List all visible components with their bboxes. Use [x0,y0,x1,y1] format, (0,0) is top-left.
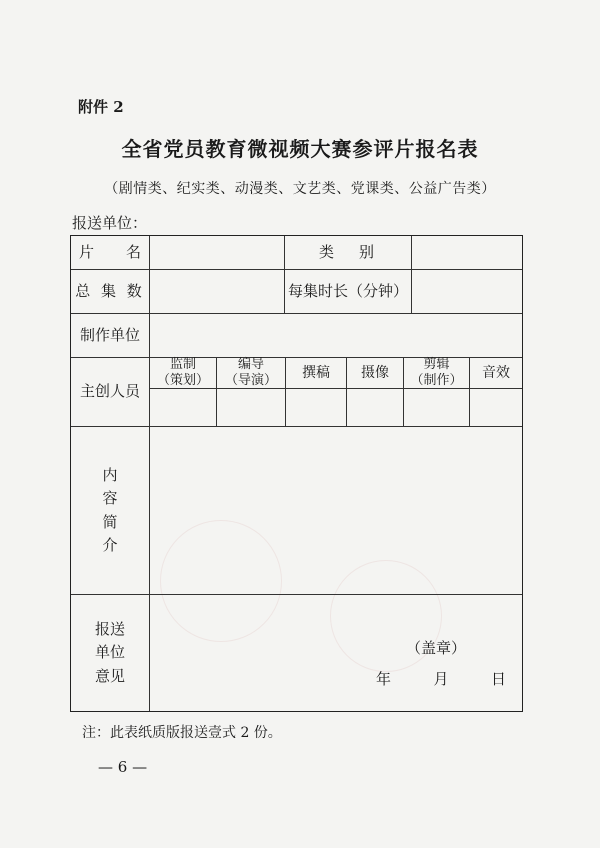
footnote: 注：此表纸质版报送壹式 2 份。 [82,725,282,741]
film-name-label-part-1: 片 [79,242,95,261]
film-name-label [71,236,149,269]
seal-note: （盖章） [405,639,466,658]
scriptwriter-field[interactable] [286,389,346,426]
content-summary-field[interactable] [150,427,522,594]
producer-header-line-1: 监制 [169,356,196,372]
total-episodes-field[interactable] [150,270,284,313]
date-year: 年 [376,670,392,689]
director-header-line-1: 编导 [237,356,264,372]
producer-header-line-2: （策划） [156,373,209,388]
scriptwriter-header: 撰稿 [302,364,330,381]
date-line [376,667,506,693]
film-name-field[interactable] [150,236,284,269]
content-summary-char-3: 简 [102,512,118,531]
director-field[interactable] [217,389,285,426]
page-subtitle: （剧情类、纪实类、动漫类、文艺类、党课类、公益广告类） [104,181,496,197]
category-label-part-1: 类 [318,242,337,261]
episode-duration-field[interactable] [412,270,522,313]
content-summary-char-4: 介 [102,535,118,554]
page-title: 全省党员教育微视频大赛参评片报名表 [121,137,479,161]
category-field[interactable] [412,236,522,269]
category-label [285,236,411,269]
episode-duration-label: 每集时长（分钟） [287,281,408,300]
film-name-label-part-2: 名 [125,242,141,261]
sound-field[interactable] [470,389,522,426]
cameraman-field[interactable] [347,389,403,426]
production-unit-label: 制作单位 [79,325,140,344]
production-unit-field[interactable] [150,314,522,357]
editor-field[interactable] [404,389,469,426]
registration-form-table [70,235,523,712]
sound-header: 音效 [482,364,510,381]
content-summary-char-2: 容 [102,489,118,508]
unit-opinion-line-1: 报送 [94,620,125,639]
date-month: 月 [433,670,449,689]
director-writer-header [217,358,285,388]
category-label-part-2: 别 [359,242,378,261]
director-header-line-2: （导演） [224,373,277,388]
content-summary-label [71,427,149,594]
total-episodes-label: 总 集 数 [75,281,145,300]
editor-header [404,358,469,388]
page-number: — 6 — [98,758,148,776]
unit-opinion-line-3: 意见 [94,666,125,685]
date-day: 日 [490,670,506,689]
editor-header-line-1: 剪辑 [423,356,450,372]
attachment-label: 附件 2 [78,98,124,116]
unit-opinion-label [71,595,149,711]
content-summary-char-1: 内 [102,466,118,484]
cameraman-header: 摄像 [361,364,389,381]
producer-field[interactable] [150,389,216,426]
producer-planner-header [150,358,216,388]
submitting-unit-label: 报送单位： [72,214,148,232]
unit-opinion-line-2: 单位 [94,643,125,662]
editor-header-line-2: （制作） [410,373,463,388]
creative-staff-label: 主创人员 [79,382,140,401]
